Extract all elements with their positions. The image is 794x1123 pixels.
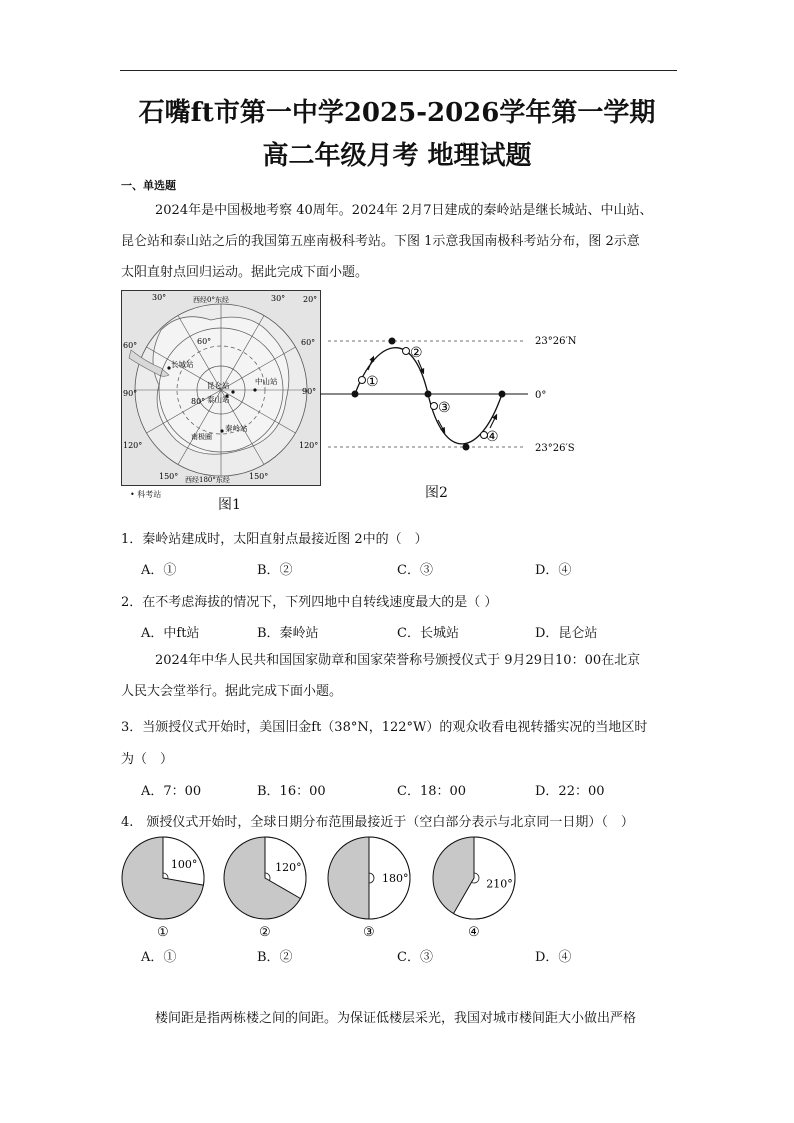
arrow-up-4	[490, 416, 496, 428]
question-4-stem: 4. 颁授仪式开始时，全球日期分布范围最接近于（空白部分表示与北京同一日期）（ ）	[121, 815, 634, 830]
question-4-option-b[interactable]: B．②	[257, 950, 293, 965]
pie-number-mark: ①	[157, 925, 169, 940]
question-1-option-b[interactable]: B．②	[257, 563, 293, 578]
station-label-taishan: 泰山站	[207, 395, 230, 404]
passage-3-line-1: 楼间距是指两栋楼之间的间距。为保证低楼层采光，我国对城市楼间距大小做出严格	[155, 1011, 637, 1026]
station-label-kunlun: 昆仑站	[207, 381, 230, 390]
question-4-option-d[interactable]: D．④	[535, 950, 572, 965]
question-2-option-a[interactable]: A．中ft站	[141, 626, 200, 641]
question-3-option-b[interactable]: B．16：00	[257, 784, 326, 799]
pie-angle-label: 120°	[275, 861, 302, 874]
passage-1-line-1: 2024年是中国极地考察 40周年。2024年 2月7日建成的秦岭站是继长城站、中山站、	[155, 203, 653, 218]
lon-label-30e: 30°	[271, 294, 286, 303]
label-equator: 0°	[535, 390, 547, 401]
point-next-equinox	[499, 391, 506, 398]
lon-label-150w: 150°	[159, 472, 179, 481]
pie-number-mark: ②	[259, 925, 271, 940]
passage-1-line-2: 昆仑站和泰山站之后的我国第五座南极科考站。下图 1示意我国南极科考站分布，图 2示意	[121, 234, 640, 249]
station-label-zhongshan: 中山站	[255, 377, 278, 386]
passage-2	[121, 645, 681, 707]
question-1-stem: 1．秦岭站建成时，太阳直射点最接近图 2中的（ ）	[121, 532, 428, 547]
question-2-option-d[interactable]: D．昆仑站	[535, 626, 598, 641]
point-label-4: ④	[486, 429, 499, 445]
lat-label-80: 80°	[191, 397, 206, 406]
pie-diagram-3	[328, 837, 410, 940]
section-label: 一、单选题	[121, 179, 176, 192]
question-4-date-diagrams	[119, 834, 519, 942]
passage-2-line-2: 人民大会堂举行。据此完成下面小题。	[121, 684, 343, 699]
figure-2-caption: 图2	[425, 485, 448, 501]
pie-diagram-2	[224, 837, 306, 940]
question-1-option-d[interactable]: D．④	[535, 563, 572, 578]
lat-label-60: 60°	[197, 337, 212, 346]
map-legend: • 科考站	[130, 490, 162, 499]
point-summer-solstice	[389, 338, 396, 345]
figure-1-caption: 图1	[218, 497, 241, 513]
meridian-bottom-label: 西经180°东经	[185, 476, 230, 484]
figure-1-antarctic-map	[121, 290, 321, 486]
lon-label-60e: 60°	[301, 338, 316, 347]
figure-2-solar-migration	[320, 330, 590, 455]
title-line-1: 石嘴ft市第一中学2025-2026学年第一学期	[138, 98, 656, 128]
lon-label-60w: 60°	[123, 341, 138, 350]
point-spring-equinox	[352, 391, 359, 398]
lon-label-120e: 120°	[299, 441, 319, 450]
passage-3	[121, 1003, 681, 1034]
point-1-marker	[359, 377, 366, 384]
pie-angle-label: 210°	[486, 877, 513, 891]
pie-number-mark: ④	[468, 925, 480, 940]
pie-number-mark: ③	[363, 925, 375, 940]
meridian-top-label: 西经0°东经	[193, 296, 229, 304]
station-label-changcheng: 长城站	[171, 360, 194, 369]
header-rule	[120, 70, 677, 71]
question-2-option-b[interactable]: B．秦岭站	[257, 626, 319, 641]
pie-angle-label: 100°	[170, 857, 198, 871]
passage-2-line-1: 2024年中华人民共和国国家勋章和国家荣誉称号颁授仪式于 9月29日10：00在北京	[155, 653, 641, 668]
passage-1-line-3: 太阳直射点回归运动。据此完成下面小题。	[121, 265, 369, 280]
arrow-up-1	[368, 358, 373, 370]
pie-diagram-4	[433, 837, 515, 940]
point-autumn-equinox	[425, 391, 432, 398]
question-4-option-a[interactable]: A．①	[141, 950, 177, 965]
pie-angle-label: 180°	[382, 872, 409, 885]
point-label-1: ①	[366, 374, 379, 390]
question-3-option-c[interactable]: C．18：00	[397, 784, 467, 799]
question-1-option-a[interactable]: A．①	[141, 563, 177, 578]
question-3-option-d[interactable]: D．22：00	[535, 784, 605, 799]
lat-edge-label: 20°	[303, 295, 318, 304]
question-3-stem-line-2: 为（ ）	[121, 752, 174, 767]
point-2-marker	[403, 348, 410, 355]
title-line-2: 高二年级月考 地理试题	[262, 141, 532, 171]
lon-label-120w: 120°	[123, 441, 143, 450]
question-4-option-c[interactable]: C．③	[397, 950, 433, 965]
question-3-option-a[interactable]: A．7：00	[141, 784, 202, 799]
question-1-option-c[interactable]: C．③	[397, 563, 433, 578]
point-label-3: ③	[438, 400, 451, 416]
point-winter-solstice	[463, 444, 470, 451]
point-3-marker	[431, 403, 438, 410]
station-dot-kunlun	[231, 390, 234, 393]
lon-label-30w: 30°	[152, 293, 167, 302]
lon-label-150e: 150°	[249, 472, 269, 481]
pie-diagram-1	[122, 837, 204, 940]
lon-label-90w: 90°	[123, 389, 138, 398]
antarctic-circle-label: 南极圈	[191, 433, 212, 441]
label-23s: 23°26′S	[535, 443, 575, 454]
station-dot-qinling	[220, 429, 223, 432]
question-3-stem-line-1: 3．当颁授仪式开始时，美国旧金ft（38°N，122°W）的观众收看电视转播实况的当地区时	[121, 720, 648, 735]
question-2-stem: 2．在不考虑海拔的情况下，下列四地中自转线速度最大的是（ ）	[121, 595, 498, 610]
point-label-2: ②	[410, 345, 423, 361]
station-label-qinling: 秦岭站	[225, 424, 248, 433]
lon-label-90e: 90°	[302, 387, 317, 396]
station-dot-zhongshan	[253, 388, 256, 391]
label-23n: 23°26′N	[535, 336, 577, 347]
passage-1	[121, 195, 681, 288]
question-2-option-c[interactable]: C．长城站	[397, 626, 459, 641]
